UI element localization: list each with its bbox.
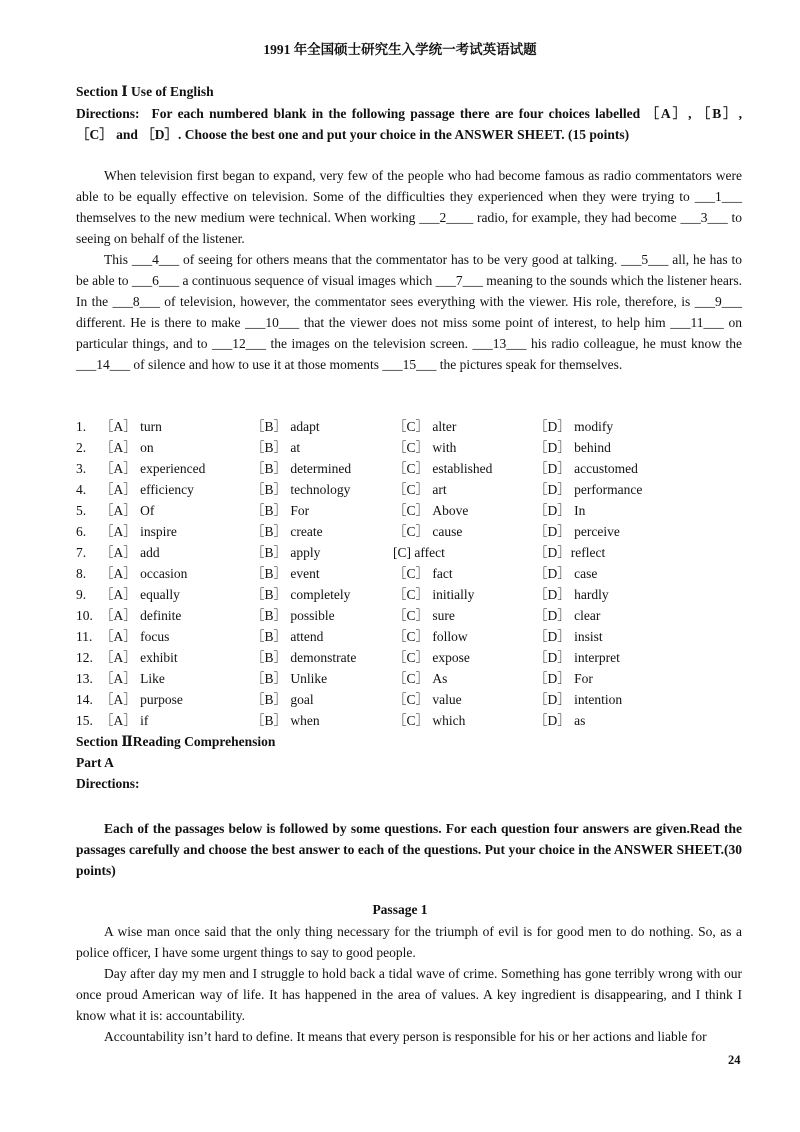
section1-directions-text: For each numbered blank in the following passage there are four choices labelled ［A］, ［B］, ［C］ and ［D］. Choose the best one and put your choice in the ANSWER SHEET. (15 points)	[76, 106, 742, 142]
choice-option-c: ［C］ value	[393, 692, 462, 707]
choice-option-b: ［B］ For	[251, 503, 310, 518]
choice-option-a: ［A］ exhibit	[100, 650, 178, 665]
choice-number: 11.	[76, 629, 93, 644]
section2-heading: Section ⅡReading Comprehension	[76, 734, 276, 749]
choice-option-a: ［A］ Like	[100, 671, 165, 686]
choice-option-c: ［C］ As	[393, 671, 448, 686]
choice-number: 5.	[76, 503, 87, 518]
choice-row	[76, 542, 776, 563]
choice-option-c: ［C］ which	[393, 713, 466, 728]
page-title: 1991 年全国硕士研究生入学统一考试英语试题	[263, 42, 537, 57]
passage-paragraph-2: Day after day my men and I struggle to hold back a tidal wave of crime. Something has gone terribly wrong with our once proud American way of life. It has happened in the area of values. A key ingredient is disappearing, and I think I know what it is: accountability.	[76, 966, 742, 1023]
choice-option-c: ［C］ with	[393, 440, 457, 455]
passage-paragraph-1: A wise man once said that the only thing necessary for the triumph of evil is for good men to do nothing. So, as a police officer, I have some urgent things to say to good people.	[76, 924, 742, 960]
choice-option-d: ［D］ behind	[534, 440, 611, 455]
choice-row	[76, 521, 776, 542]
choice-option-b: ［B］ adapt	[251, 419, 320, 434]
choice-option-b: ［B］ attend	[251, 629, 324, 644]
choice-row	[76, 647, 776, 668]
choice-option-c: ［C］ sure	[393, 608, 455, 623]
choice-row	[76, 584, 776, 605]
choice-option-d: ［D］ clear	[534, 608, 601, 623]
choice-option-b: ［B］ determined	[251, 461, 352, 476]
part-a-label: Part A	[76, 755, 114, 770]
choice-option-b: ［B］ Unlike	[251, 671, 328, 686]
choice-option-d: ［D］reflect	[534, 545, 606, 560]
choice-option-a: ［A］ Of	[100, 503, 155, 518]
choice-row	[76, 626, 776, 647]
choice-option-d: ［D］ case	[534, 566, 598, 581]
choice-option-c: ［C］ Above	[393, 503, 469, 518]
choice-option-d: ［D］ as	[534, 713, 586, 728]
choice-number: 3.	[76, 461, 87, 476]
choice-number: 4.	[76, 482, 87, 497]
choice-row	[76, 479, 776, 500]
section2-directions-text: Each of the passages below is followed by some questions. For each question four answers are given.Read the passages carefully and choose the best answer to each of the questions. Put your choice in the ANSWER SHEET.(30 points)	[76, 821, 742, 878]
choice-option-b: ［B］ demonstrate	[251, 650, 357, 665]
choice-option-c: ［C］ alter	[393, 419, 457, 434]
section1-heading: Section Ⅰ Use of English	[76, 84, 214, 99]
choice-option-b: ［B］ technology	[251, 482, 351, 497]
cloze-paragraph-1: When television first began to expand, very few of the people who had become famous as radio commentators were able to be equally effective on television. Some of the difficulties they experienced when they were trying to ___1___ themselves to the new medium were technical. When working ___2____ radio, for example, they had become ___3___ to seeing on behalf of the listener.	[76, 168, 742, 246]
choice-row	[76, 563, 776, 584]
choice-option-d: ［D］ insist	[534, 629, 603, 644]
choice-number: 8.	[76, 566, 87, 581]
choice-row	[76, 668, 776, 689]
choice-row	[76, 437, 776, 458]
choice-option-b: ［B］ possible	[251, 608, 335, 623]
cloze-paragraph-2: This ___4___ of seeing for others means that the commentator has to be very good at talking. ___5___ all, he has to be able to ___6___ a continuous sequence of visual images which ___7___ meaning to the sounds which the listener hears. In the ___8___ of television, however, the commentator sees everything with the viewer. His role, therefore, is ___9___ different. He is there to make ___10___ that the viewer does not miss some point of interest, to help him ___11___ on particular things, and to ___12___ the images on the television screen. ___13___ his radio colleague, he must know the ___14___ of silence and how to use it at those moments ___15___ the pictures speak for themselves.	[76, 252, 742, 372]
page-number: 24	[728, 1053, 741, 1067]
choice-option-c: ［C］ cause	[393, 524, 463, 539]
choice-option-d: ［D］ performance	[534, 482, 643, 497]
choice-number: 13.	[76, 671, 93, 686]
choice-option-a: ［A］ add	[100, 545, 160, 560]
choice-number: 1.	[76, 419, 87, 434]
choice-option-b: ［B］ completely	[251, 587, 351, 602]
choice-option-a: ［A］ if	[100, 713, 149, 728]
choice-number: 9.	[76, 587, 87, 602]
choice-number: 6.	[76, 524, 87, 539]
choice-option-d: ［D］ perceive	[534, 524, 620, 539]
passage-title: Passage 1	[372, 902, 428, 917]
choice-option-d: ［D］ intention	[534, 692, 623, 707]
choice-option-d: ［D］ accustomed	[534, 461, 638, 476]
choice-option-a: ［A］ definite	[100, 608, 182, 623]
choice-row	[76, 710, 776, 731]
choice-option-b: ［B］ goal	[251, 692, 314, 707]
choice-row	[76, 605, 776, 626]
choice-option-d: ［D］ modify	[534, 419, 614, 434]
choices-list	[76, 416, 776, 731]
choice-option-b: ［B］ when	[251, 713, 320, 728]
choice-option-a: ［A］ equally	[100, 587, 180, 602]
choice-number: 7.	[76, 545, 87, 560]
choice-option-a: ［A］ focus	[100, 629, 170, 644]
choice-number: 14.	[76, 692, 93, 707]
choice-option-c: ［C］ initially	[393, 587, 475, 602]
choice-number: 12.	[76, 650, 93, 665]
choice-option-c: ［C］ established	[393, 461, 493, 476]
choice-option-d: ［D］ interpret	[534, 650, 620, 665]
choice-option-a: ［A］ purpose	[100, 692, 183, 707]
choice-option-c: ［C］ expose	[393, 650, 470, 665]
choice-row	[76, 689, 776, 710]
passage-paragraph-3: Accountability isn’t hard to define. It means that every person is responsible for his or her actions and liable for	[104, 1029, 707, 1044]
choice-option-c: ［C］ follow	[393, 629, 468, 644]
section1-directions-label: Directions:	[76, 106, 140, 121]
choice-option-c: ［C］ fact	[393, 566, 453, 581]
choice-option-a: ［A］ experienced	[100, 461, 206, 476]
choice-option-a: ［A］ inspire	[100, 524, 177, 539]
choice-option-d: ［D］ hardly	[534, 587, 609, 602]
choice-option-d: ［D］ In	[534, 503, 586, 518]
choice-option-c: ［C］ art	[393, 482, 447, 497]
section2-directions-label: Directions:	[76, 776, 140, 791]
choice-row	[76, 416, 776, 437]
choice-option-a: ［A］ on	[100, 440, 154, 455]
choice-option-a: ［A］ efficiency	[100, 482, 194, 497]
choice-option-b: ［B］ event	[251, 566, 320, 581]
choice-option-d: ［D］ For	[534, 671, 593, 686]
choice-number: 15.	[76, 713, 93, 728]
choice-option-b: ［B］ at	[251, 440, 301, 455]
choice-option-b: ［B］ apply	[251, 545, 321, 560]
choice-option-b: ［B］ create	[251, 524, 323, 539]
choice-number: 10.	[76, 608, 93, 623]
choice-option-a: ［A］ turn	[100, 419, 162, 434]
choice-row	[76, 500, 776, 521]
section1-directions	[76, 103, 742, 145]
choice-option-c: [C] affect	[393, 545, 445, 560]
choice-number: 2.	[76, 440, 87, 455]
choice-option-a: ［A］ occasion	[100, 566, 188, 581]
choice-row	[76, 458, 776, 479]
